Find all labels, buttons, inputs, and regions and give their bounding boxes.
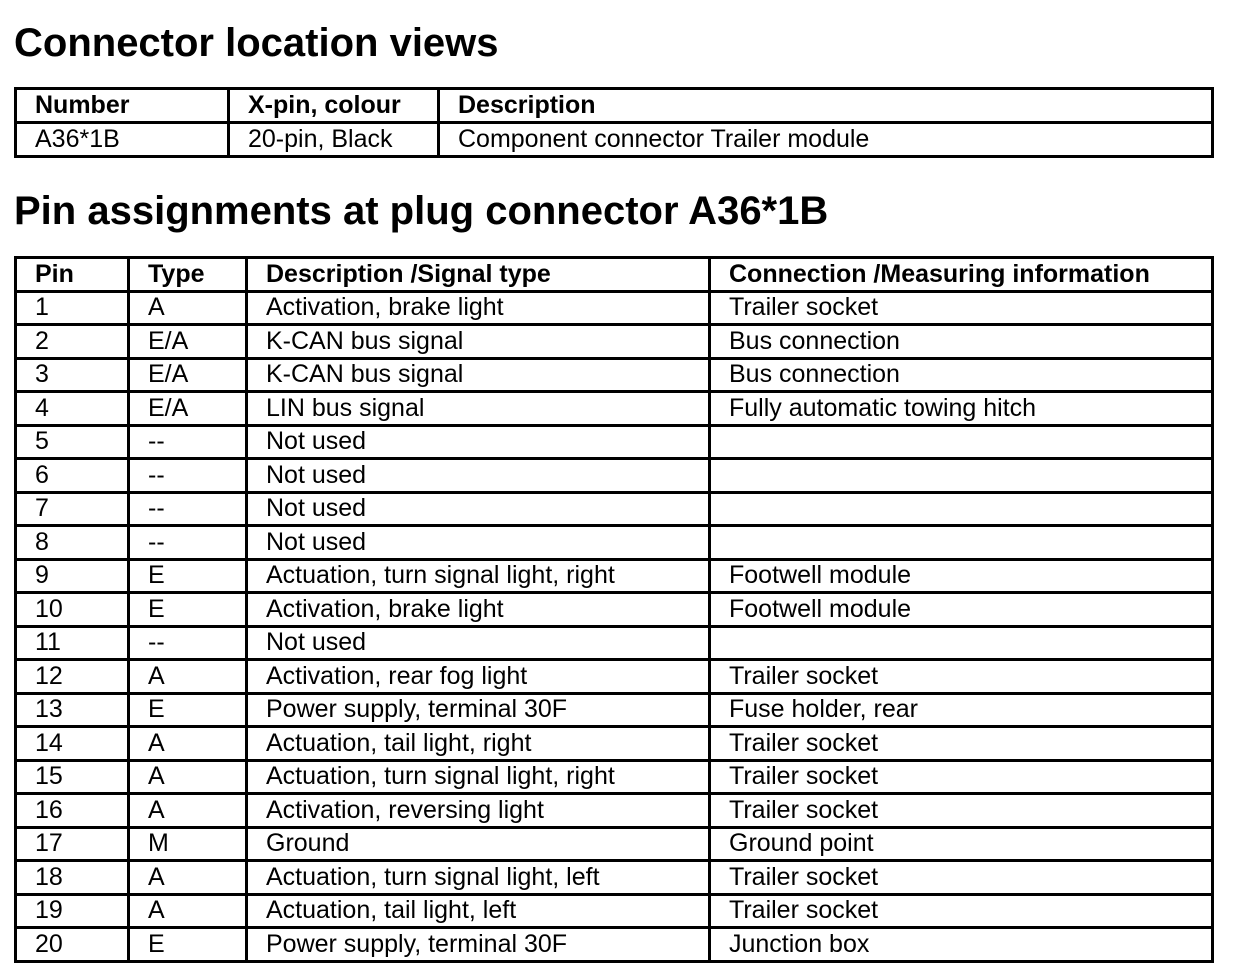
pin-number: 20 xyxy=(16,928,129,962)
column-header-type: Type xyxy=(129,258,247,292)
pin-number: 16 xyxy=(16,794,129,828)
pin-signal-type: Power supply, terminal 30F xyxy=(247,693,710,727)
pin-signal-type: Actuation, turn signal light, left xyxy=(247,861,710,895)
pin-signal-type: K-CAN bus signal xyxy=(247,325,710,359)
pin-number: 11 xyxy=(16,626,129,660)
pin-type: E/A xyxy=(129,325,247,359)
column-header-number: Number xyxy=(16,89,229,123)
pin-type: E xyxy=(129,559,247,593)
pin-type: E xyxy=(129,593,247,627)
pin-signal-type: Actuation, turn signal light, right xyxy=(247,559,710,593)
pin-number: 4 xyxy=(16,392,129,426)
pin-type: A xyxy=(129,660,247,694)
pin-connection: Trailer socket xyxy=(710,861,1213,895)
pin-signal-type: Actuation, turn signal light, right xyxy=(247,760,710,794)
pin-assignments-table xyxy=(14,256,1214,963)
table-row xyxy=(16,492,1213,526)
pin-signal-type: Activation, reversing light xyxy=(247,794,710,828)
pin-number: 13 xyxy=(16,693,129,727)
pin-signal-type: Not used xyxy=(247,626,710,660)
pin-number: 3 xyxy=(16,358,129,392)
pin-connection: Trailer socket xyxy=(710,660,1213,694)
column-header-connection: Connection /Measuring information xyxy=(710,258,1213,292)
pin-type: M xyxy=(129,827,247,861)
table-row xyxy=(16,794,1213,828)
pin-type: A xyxy=(129,291,247,325)
pin-connection: Trailer socket xyxy=(710,794,1213,828)
connector-number: A36*1B xyxy=(16,123,229,157)
pin-connection xyxy=(710,425,1213,459)
pin-number: 12 xyxy=(16,660,129,694)
location-views-header-row xyxy=(16,89,1213,123)
pin-type: A xyxy=(129,727,247,761)
column-header-pin: Pin xyxy=(16,258,129,292)
pin-type: -- xyxy=(129,626,247,660)
location-views-title: Connector location views xyxy=(14,21,499,65)
table-row xyxy=(16,861,1213,895)
table-row xyxy=(16,459,1213,493)
table-row xyxy=(16,559,1213,593)
pin-number: 2 xyxy=(16,325,129,359)
pin-signal-type: Not used xyxy=(247,492,710,526)
pin-connection: Junction box xyxy=(710,928,1213,962)
pin-signal-type: Actuation, tail light, left xyxy=(247,894,710,928)
pin-connection: Trailer socket xyxy=(710,291,1213,325)
pin-signal-type: Not used xyxy=(247,459,710,493)
table-row xyxy=(16,894,1213,928)
table-row xyxy=(16,727,1213,761)
connector-description: Component connector Trailer module xyxy=(439,123,1213,157)
pin-connection: Trailer socket xyxy=(710,894,1213,928)
pin-assignments-header-row xyxy=(16,258,1213,292)
pin-connection: Bus connection xyxy=(710,358,1213,392)
location-views-table xyxy=(14,87,1214,158)
pin-signal-type: K-CAN bus signal xyxy=(247,358,710,392)
table-row xyxy=(16,626,1213,660)
column-header-x-pin-colour: X-pin, colour xyxy=(229,89,439,123)
pin-signal-type: Activation, brake light xyxy=(247,291,710,325)
pin-connection xyxy=(710,492,1213,526)
pin-connection: Bus connection xyxy=(710,325,1213,359)
pin-number: 15 xyxy=(16,760,129,794)
pin-connection: Fully automatic towing hitch xyxy=(710,392,1213,426)
pin-signal-type: Actuation, tail light, right xyxy=(247,727,710,761)
pin-type: A xyxy=(129,760,247,794)
table-row xyxy=(16,325,1213,359)
pin-signal-type: LIN bus signal xyxy=(247,392,710,426)
pin-type: E xyxy=(129,693,247,727)
pin-type: E/A xyxy=(129,392,247,426)
pin-connection: Trailer socket xyxy=(710,727,1213,761)
pin-type: -- xyxy=(129,459,247,493)
pin-signal-type: Power supply, terminal 30F xyxy=(247,928,710,962)
pin-connection: Fuse holder, rear xyxy=(710,693,1213,727)
pin-type: A xyxy=(129,894,247,928)
table-row xyxy=(16,827,1213,861)
pin-type: -- xyxy=(129,492,247,526)
table-row xyxy=(16,123,1213,157)
table-row xyxy=(16,760,1213,794)
pin-connection: Trailer socket xyxy=(710,760,1213,794)
pin-type: E xyxy=(129,928,247,962)
pin-signal-type: Not used xyxy=(247,526,710,560)
pin-type: E/A xyxy=(129,358,247,392)
pin-signal-type: Activation, rear fog light xyxy=(247,660,710,694)
table-row xyxy=(16,928,1213,962)
pin-number: 8 xyxy=(16,526,129,560)
pin-number: 17 xyxy=(16,827,129,861)
pin-number: 1 xyxy=(16,291,129,325)
pin-assignments-body xyxy=(16,291,1213,961)
pin-type: -- xyxy=(129,425,247,459)
pin-connection: Footwell module xyxy=(710,593,1213,627)
table-row xyxy=(16,392,1213,426)
table-row xyxy=(16,693,1213,727)
table-row xyxy=(16,358,1213,392)
table-row xyxy=(16,526,1213,560)
connector-x-pin-colour: 20-pin, Black xyxy=(229,123,439,157)
pin-type: A xyxy=(129,861,247,895)
pin-connection xyxy=(710,626,1213,660)
pin-signal-type: Activation, brake light xyxy=(247,593,710,627)
column-header-description: Description xyxy=(439,89,1213,123)
pin-number: 9 xyxy=(16,559,129,593)
pin-number: 10 xyxy=(16,593,129,627)
pin-type: -- xyxy=(129,526,247,560)
table-row xyxy=(16,425,1213,459)
pin-number: 7 xyxy=(16,492,129,526)
pin-connection: Ground point xyxy=(710,827,1213,861)
pin-signal-type: Ground xyxy=(247,827,710,861)
pin-type: A xyxy=(129,794,247,828)
pin-number: 18 xyxy=(16,861,129,895)
pin-connection: Footwell module xyxy=(710,559,1213,593)
pin-signal-type: Not used xyxy=(247,425,710,459)
pin-number: 14 xyxy=(16,727,129,761)
pin-number: 19 xyxy=(16,894,129,928)
column-header-signal-type: Description /Signal type xyxy=(247,258,710,292)
pin-connection xyxy=(710,459,1213,493)
pin-connection xyxy=(710,526,1213,560)
table-row xyxy=(16,593,1213,627)
table-row xyxy=(16,291,1213,325)
table-row xyxy=(16,660,1213,694)
pin-assignments-title: Pin assignments at plug connector A36*1B xyxy=(14,189,829,233)
pin-number: 6 xyxy=(16,459,129,493)
pin-number: 5 xyxy=(16,425,129,459)
